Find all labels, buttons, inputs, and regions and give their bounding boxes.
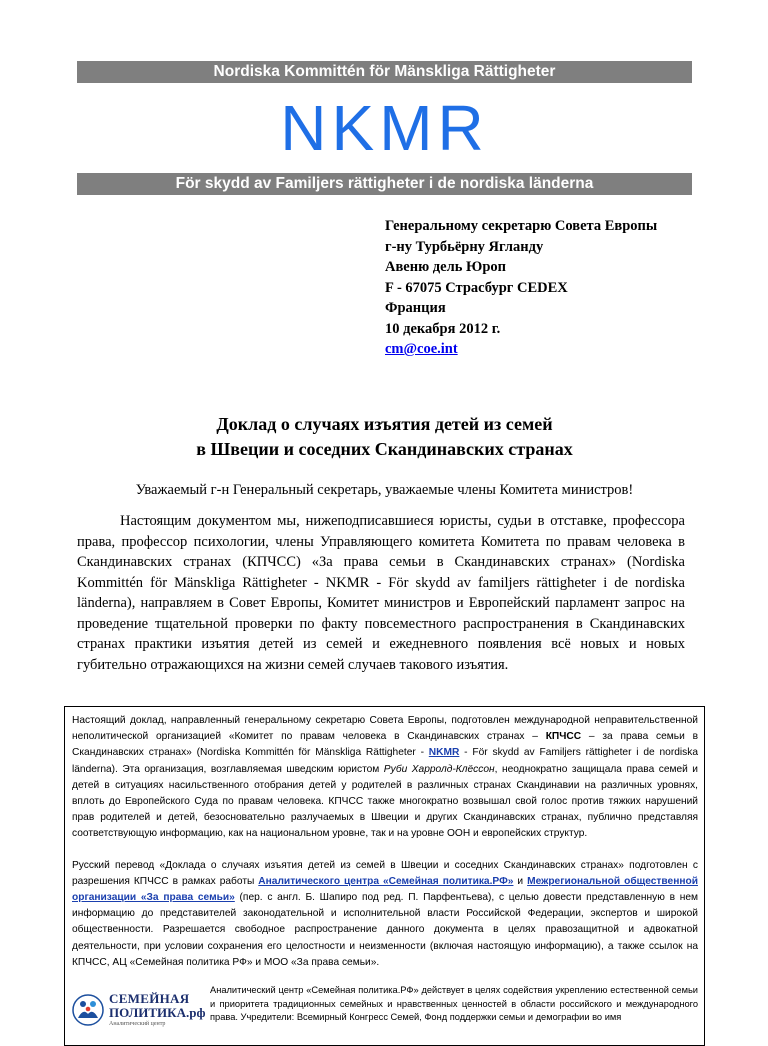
address-line-2: г-ну Турбьёрну Ягланду: [385, 238, 544, 255]
title-line-2: в Швеции и соседних Скандинавских странах: [196, 439, 573, 459]
info-paragraph-1: [72, 713, 698, 843]
text-span: (пер. с англ. Б. Шапиро под ред. П. Парфентьева), с целью довести представленную в нем информацию до представителей законодательной и исполнительной власти Российской Федерации, экспертов и широкой общественности. Разрешается свободное распространение данного документа в целях правозащитной и адвокатной деятельности, при условии сохранения его целостности и неизменности (включая настоящую информацию), а также ссылок на КПЧСС, АЦ «Семейная политика РФ» и МОО «За права семьи».: [72, 892, 698, 968]
text-span: Русский перевод «Доклада о случаях изъятия детей из семей в Швеции и соседних Скандинавских странах» подготовлен с разрешения КПЧСС в рамках работы: [72, 859, 698, 887]
text-span: , неоднократно защищала права семей и детей в ситуациях насильственного отобрания детей у родителей в различных странах Скандинавии на различных уровнях, вплоть до Европейского Суда по правам человека. КПЧСС также многократно возвышал свой голос против тяжких нарушений прав родителей и детей, безосновательно разлучаемых в Швеции и других Скандинавских странах, публично представляя соответствующую информацию, как на национальном уровне, так и на уровне ООН и европейских структур.: [72, 763, 699, 840]
org-name-swedish: Nordiska Kommittén för Mänskliga Rättigheter: [213, 63, 556, 80]
kpchss-abbrev: КПЧСС: [545, 731, 582, 743]
logo-text-2: ПОЛИТИКА.рф: [109, 1005, 206, 1021]
address-line-5: Франция: [385, 300, 446, 316]
intro-paragraph: Настоящим документом мы, нижеподписавшиеся юристы, судьи в отставке, профессора права, профессор психологии, члены Управляющего комитета Комитета по правам человека в Скандинавских странах (КПЧСС) «За права семьи в Скандинавских странах» (Nordiska Kommittén för Mänskliga Rättigheter - NKMR - För skydd av familjers rättigheter i de nordiska länderna), направляем в Совет Европы, Комитет министров и Европейский парламент запрос на проведение тщательной проверки по факту повсеместного распространения в Скандинавских странах практики изъятия детей из семей и ежедневного появления всё новых и новых губительно отражающихся на жизни семей случаев такового изъятия.: [77, 513, 685, 673]
nkmr-link[interactable]: NKMR: [428, 747, 460, 759]
text-span: – за права семьи в Скандинавских странах» (Nordiska Kommittén för Mänskliga Rättigheter -: [72, 731, 698, 759]
chair-name: Руби Харролд-Клёссон: [383, 763, 495, 775]
letter-date: 10 декабря 2012 г.: [385, 320, 501, 337]
header-top-band: [77, 61, 692, 83]
info-box: [64, 706, 705, 1046]
family-rights-org-link[interactable]: Межрегиональной общественной организации «За права семьи»: [72, 875, 698, 904]
text-span: и: [513, 875, 528, 887]
email-link[interactable]: cm@coe.int: [385, 341, 458, 357]
header-bottom-band: [77, 173, 692, 195]
box-footer: [72, 984, 698, 1028]
greeting: Уважаемый г-н Генеральный секретарь, уважаемые члены Комитета министров!: [135, 482, 634, 498]
footer-description: Аналитический центр «Семейная политика.РФ» действует в целях содействия укреплению естественной семьи и приоритета традиционных семейных и нравственных ценностей в области российского и международного права. Учредители: Всемирный Конгресс Семей, Фонд поддержки семьи и демографии во имя: [210, 985, 698, 1023]
org-tagline-swedish: För skydd av Familjers rättigheter i de nordiska länderna: [175, 175, 594, 192]
info-paragraph-2: [72, 858, 698, 971]
family-emblem-icon: [72, 994, 104, 1026]
semeynaya-politika-logo: [72, 984, 210, 1028]
logo-text-1: СЕМЕЙНАЯ: [109, 991, 190, 1007]
address-line-3: Авеню дель Юроп: [385, 259, 506, 275]
address-line-4: F - 67075 Страсбург CEDEX: [385, 279, 568, 296]
recipient-address: [385, 216, 657, 360]
nkmr-logo: NKMR: [280, 92, 489, 164]
analytic-center-link[interactable]: Аналитического центра «Семейная политика.РФ»: [258, 875, 514, 887]
document-title: [77, 412, 692, 462]
address-line-1: Генеральному секретарю Совета Европы: [385, 218, 658, 234]
logo-text-3: Аналитический центр: [109, 1021, 166, 1028]
title-line-1: Доклад о случаях изъятия детей из семей: [216, 414, 553, 434]
text-span: Настоящий доклад, направленный генеральному секретарю Совета Европы, подготовлен международной неправительственной неполитической организацией «Комитет по правам человека в Скандинавских странах –: [72, 715, 698, 743]
text-span: - För skydd av Familjers rättigheter i de nordiska länderna). Эта организация, возглавляемая шведским юристом: [72, 747, 699, 775]
